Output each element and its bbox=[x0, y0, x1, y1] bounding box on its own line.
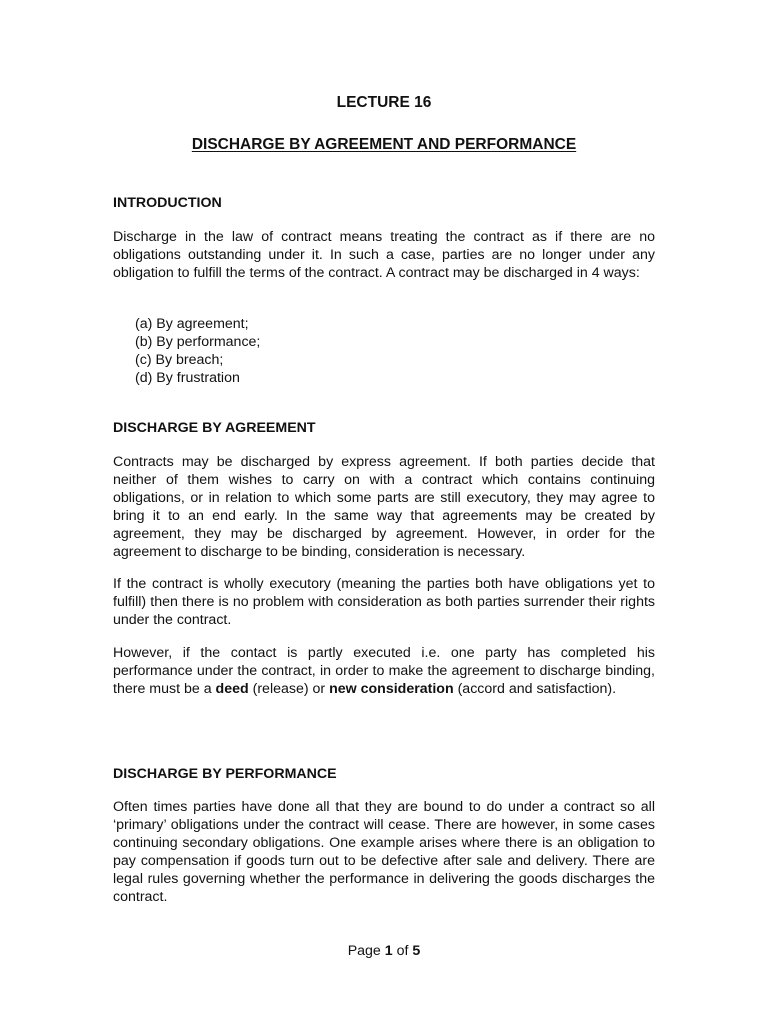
deed-term: deed bbox=[215, 681, 249, 697]
paragraph-text: However, if the contact is partly executed i.e. one party has completed his performance under the contract, in order to make the agreement to discharge binding, there must be a bbox=[113, 645, 655, 697]
list-item: (b) By performance; bbox=[135, 334, 261, 350]
introduction-heading: INTRODUCTION bbox=[113, 195, 222, 211]
agreement-paragraph-3 bbox=[113, 644, 655, 698]
lecture-number-title: LECTURE 16 bbox=[336, 94, 432, 111]
agreement-heading: DISCHARGE BY AGREEMENT bbox=[113, 420, 316, 436]
performance-heading: DISCHARGE BY PERFORMANCE bbox=[113, 766, 337, 782]
discharge-ways-list bbox=[135, 315, 260, 387]
page-footer bbox=[0, 942, 768, 960]
paragraph-text: (release) or bbox=[248, 681, 330, 697]
document-title bbox=[0, 136, 768, 154]
list-item: (c) By breach; bbox=[135, 352, 224, 368]
paragraph-text: (accord and satisfaction). bbox=[453, 681, 617, 697]
list-item: (d) By frustration bbox=[135, 370, 240, 386]
of-label: of bbox=[396, 943, 409, 959]
performance-paragraph: Often times parties have done all that they are bound to do under a contract so all ‘primary’ obligations under the contract will cease. There are however, in some cases continuing secondary obligations. One example arises where there is an obligation to pay compensation if goods turn out to be defective after sale and delivery. There are legal rules governing whether the performance in delivering the goods discharges the contract. bbox=[113, 799, 655, 905]
list-item: (a) By agreement; bbox=[135, 316, 249, 332]
agreement-paragraph-2: If the contract is wholly executory (meaning the parties both have obligations yet to fulfill) then there is no problem with consideration as both parties surrender their rights under the contract. bbox=[113, 576, 655, 628]
page-label: Page bbox=[347, 943, 381, 959]
current-page-number: 1 bbox=[384, 943, 393, 959]
new-consideration-term: new consideration bbox=[329, 681, 454, 697]
agreement-paragraph-1: Contracts may be discharged by express agreement. If both parties decide that neither of them wishes to carry on with a contract which contains continuing obligations, or in relation to which some parts are still executory, they may agree to bring it to an end early. In the same way that agreements may be created by agreement, they may be discharged by agreement. However, in order for the agreement to discharge to be binding, consideration is necessary. bbox=[113, 454, 655, 560]
introduction-paragraph: Discharge in the law of contract means treating the contract as if there are no obligations outstanding under it. In such a case, parties are no longer under any obligation to fulfill the terms of the contract. A contract may be discharged in 4 ways: bbox=[113, 229, 655, 281]
document-title-text: DISCHARGE BY AGREEMENT AND PERFORMANCE bbox=[191, 136, 577, 153]
total-page-count: 5 bbox=[412, 943, 421, 959]
